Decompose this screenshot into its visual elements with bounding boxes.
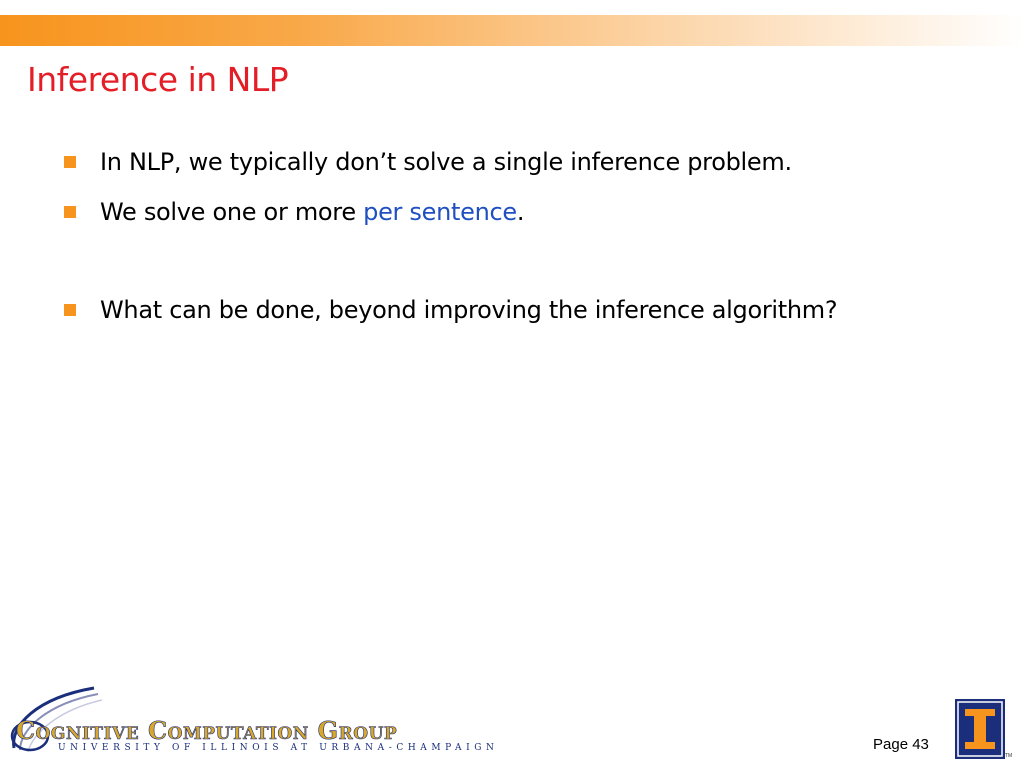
header-accent-bar [0,15,1024,46]
bullet-item [62,145,1002,179]
bullet-text-pre: We solve one or more [100,198,364,226]
square-bullet-icon [64,206,76,218]
bullet-text: What can be done, beyond improving the inference algorithm? [100,296,838,324]
bullet-text: In NLP, we typically don’t solve a single inference problem. [100,148,792,176]
logo-sub-text: UNIVERSITY OF ILLINOIS AT URBANA-CHAMPAIGN [58,743,499,753]
bullet-text-post: . [516,198,525,226]
square-bullet-icon [64,156,76,168]
logo-main-text: Cognitive Computation Group [16,716,398,745]
slide-title: Inference in NLP [27,60,289,99]
bullet-list [62,145,1002,327]
trademark-mark: TM [1005,753,1013,759]
cognitive-computation-group-logo [6,686,499,758]
square-bullet-icon [64,304,76,316]
page-number: Page 43 [873,736,929,753]
bullet-item [62,195,1002,229]
bullet-item [62,293,1002,327]
illinois-i-logo-icon [955,699,1005,759]
bullet-highlight: per sentence [363,198,517,226]
